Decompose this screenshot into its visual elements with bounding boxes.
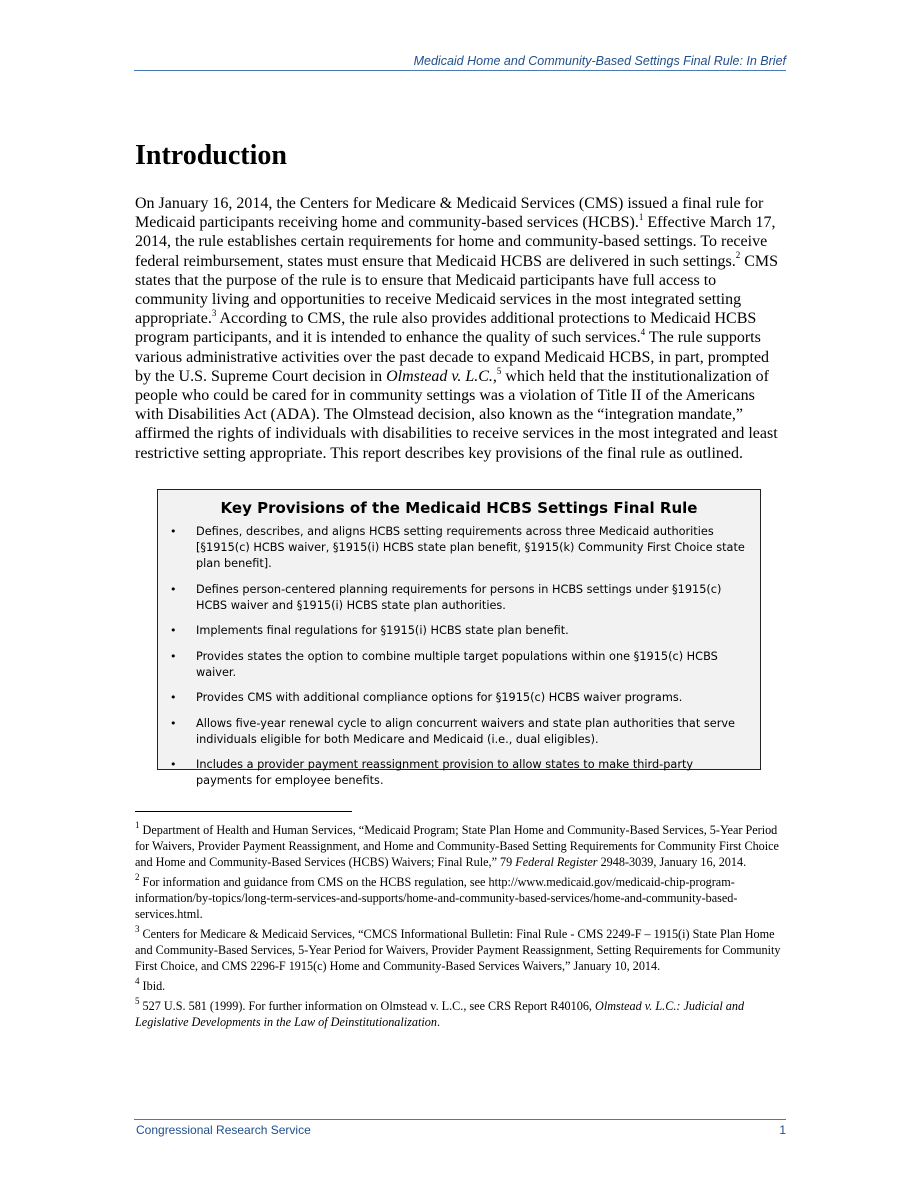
footnote-number: 2 — [135, 871, 140, 882]
bullet-icon: • — [170, 758, 177, 771]
list-item-text: Provides states the option to combine multiple target populations within one §1915(c) HCBS waiver. — [196, 649, 718, 679]
footnote-2 — [135, 871, 787, 922]
footnote-ref[interactable]: 5 — [496, 365, 502, 376]
list-item — [168, 582, 752, 614]
footnote-text: Centers for Medicare & Medicaid Services, “CMCS Informational Bulletin: Final Rule - CMS 2249-F – 1915(i) State Plan Home and Community-Based Services, 5-Year Period for Waivers, Provider Payment Reassignment, Setting Requirements for Community First Choice, and CMS 2296-F 1915(c) Home and Community-Based Services Waivers,” January 10, 2014. — [135, 927, 781, 973]
footnote-5 — [135, 995, 787, 1030]
footnote-ref[interactable]: 3 — [211, 307, 217, 318]
running-header-title: Medicaid Home and Community-Based Settings Final Rule: In Brief — [413, 54, 786, 68]
bullet-icon: • — [170, 525, 177, 538]
intro-paragraph — [135, 194, 787, 463]
footnote-text: For information and guidance from CMS on the HCBS regulation, see http://www.medicaid.gov/medicaid-chip-program-information/by-topics/long-term-services-and-supports/home-and-community-based-services/home-and-community-based-services.html. — [135, 875, 738, 921]
list-item-text: Allows five-year renewal cycle to align concurrent waivers and state plan authorities that serve individuals eligible for both Medicare and Medicaid (i.e., dual eligibles). — [196, 716, 735, 746]
intro-text: On January 16, 2014, the Centers for Medicare & Medicaid Services (CMS) issued a final rule for Medicaid participants receiving home and community-based services (HCBS). — [135, 195, 764, 232]
footer-divider — [134, 1119, 786, 1120]
footnote-italic: Olmstead v. L.C.: Judicial and Legislative Developments in the Law of Deinstitutionalization — [135, 999, 745, 1029]
list-item — [168, 690, 752, 706]
footnote-text: 527 U.S. 581 (1999). For further information on Olmstead v. L.C., see CRS Report R40106, — [139, 999, 596, 1013]
footnote-ref[interactable]: 4 — [640, 327, 646, 338]
list-item-text: Defines, describes, and aligns HCBS setting requirements across three Medicaid authorities [§1915(c) HCBS waiver, §1915(i) HCBS state plan benefit, §1915(k) Community First Choice state plan benefit]. — [196, 525, 745, 570]
intro-text: Effective March 17, 2014, the rule establishes certain requirements for home and community-based settings. To receive federal reimbursement, states must ensure that Medicaid HCBS are delivered in such settings. — [135, 214, 776, 270]
intro-text: which held that the institutionalization of people who could be cared for in community settings was a violation of Title II of the Americans with Disabilities Act (ADA). The Olmstead decision, also known as the “integration mandate,” affirmed the rights of individuals with disabilities to receive services in the most integrated and least restrictive setting appropriate. This report describes key provisions of the final rule as outlined. — [135, 367, 778, 462]
footnote-divider — [135, 811, 352, 812]
bullet-icon: • — [170, 649, 177, 663]
footnotes — [135, 819, 787, 1034]
footnote-text: Ibid. — [139, 979, 166, 993]
footnote-number: 4 — [135, 975, 140, 986]
list-item-text: Defines person-centered planning requirements for persons in HCBS settings under §1915(c) HCBS waiver and §1915(i) HCBS state plan authorities. — [196, 582, 722, 612]
intro-text: , — [492, 367, 497, 385]
footnote-4 — [135, 975, 787, 994]
footer-org: Congressional Research Service — [136, 1123, 311, 1137]
footnote-3 — [135, 923, 787, 974]
page-title: Introduction — [135, 140, 287, 171]
case-name: Olmstead v. L.C. — [386, 367, 493, 385]
key-provisions-box — [157, 489, 761, 787]
footnote-ref[interactable]: 1 — [638, 211, 644, 222]
intro-text: CMS states that the purpose of the rule is to ensure that Medicaid participants have full access to community living and opportunities to receive Medicaid services in the most integrated setting appropriate. — [135, 252, 779, 328]
footnote-text: 2948-3039, January 16, 2014. — [597, 855, 747, 869]
bullet-icon: • — [170, 691, 177, 704]
intro-text: According to CMS, the rule also provides additional protections to Medicaid HCBS program participants, and it is intended to enhance the quality of such services. — [135, 310, 757, 347]
footnote-ref[interactable]: 2 — [735, 250, 741, 261]
list-item-text: Provides CMS with additional compliance options for §1915(c) HCBS waiver programs. — [196, 691, 683, 704]
footnote-number: 3 — [135, 923, 140, 934]
key-provisions-title: Key Provisions of the Medicaid HCBS Settings Final Rule — [220, 499, 698, 517]
footnote-number: 5 — [135, 995, 140, 1006]
bullet-icon: • — [170, 716, 177, 730]
bullet-icon: • — [170, 624, 177, 637]
intro-text: The rule supports various administrative activities over the past decade to expand Medicaid HCBS, in part, prompted by the U.S. Supreme Court decision in — [135, 329, 770, 385]
list-item — [168, 623, 752, 639]
list-item-text: Implements final regulations for §1915(i) HCBS state plan benefit. — [196, 624, 569, 637]
bullet-icon: • — [170, 582, 177, 596]
footnote-italic: Federal Register — [515, 855, 598, 869]
key-provisions-list — [158, 524, 760, 789]
page-number: 1 — [779, 1123, 786, 1137]
list-item-text: Includes a provider payment reassignment provision to allow states to make third-party payments for employee benefits. — [196, 758, 694, 787]
running-header — [134, 54, 786, 71]
list-item — [168, 716, 752, 748]
footnote-text: Department of Health and Human Services, “Medicaid Program; State Plan Home and Community-Based Services, 5-Year Period for Waivers, Provider Payment Reassignment, and Home and Community-Based Setting Requirements for Community First Choice and Home and Community-Based Services (HCBS) Waivers; Final Rule,” 79 — [135, 823, 779, 869]
list-item — [168, 524, 752, 572]
footnote-text: . — [436, 1015, 441, 1029]
footnote-number: 1 — [135, 819, 140, 830]
list-item — [168, 649, 752, 681]
footnote-1 — [135, 819, 787, 870]
list-item — [168, 757, 752, 789]
